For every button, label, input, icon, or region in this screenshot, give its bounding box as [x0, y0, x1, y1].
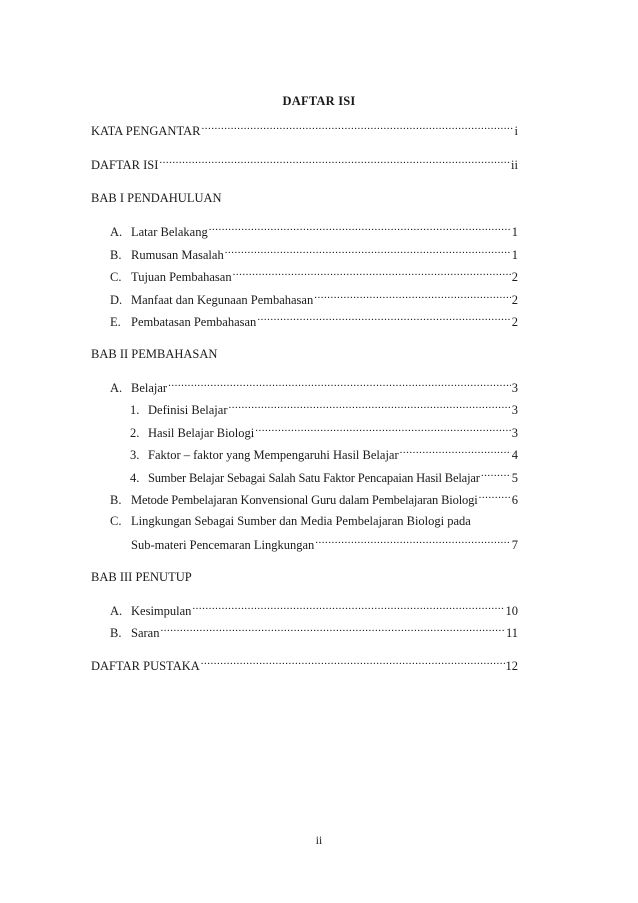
toc-entry-page: i [514, 124, 518, 138]
toc-entry-page: 1 [511, 225, 518, 239]
toc-entry-page: 3 [511, 381, 518, 395]
toc-entry-metode-pembelajaran[interactable] [110, 490, 518, 508]
toc-entry-label: Saran [131, 626, 160, 640]
toc-entry-marker: B. [110, 248, 122, 262]
leader-dots [255, 421, 511, 435]
toc-entry-page: 11 [505, 626, 518, 640]
toc-chapter-heading-bab-3[interactable] [91, 568, 192, 586]
toc-entry-page: 3 [511, 403, 518, 417]
toc-entry-label: Latar Belakang [131, 225, 208, 239]
toc-entry-rumusan-masalah[interactable] [110, 245, 518, 263]
toc-entry-page: ii [511, 158, 518, 172]
leader-dots [159, 153, 510, 167]
toc-entry-daftar-pustaka[interactable] [91, 656, 518, 674]
toc-entry-label: Faktor – faktor yang Mempengaruhi Hasil Belajar [148, 448, 399, 462]
toc-entry-page: 6 [511, 493, 518, 507]
toc-entry-label: Tujuan Pembahasan [131, 270, 232, 284]
toc-entry-page: 2 [511, 293, 518, 307]
toc-entry-daftar-isi[interactable] [91, 155, 518, 173]
toc-entry-label: DAFTAR PUSTAKA [91, 659, 200, 673]
leader-dots [233, 265, 511, 279]
toc-entry-label: DAFTAR ISI [91, 158, 159, 172]
toc-entry-marker: B. [110, 626, 122, 640]
toc-entry-label: Sumber Belajar Sebagai Salah Satu Faktor Pencapaian Hasil Belajar [148, 471, 480, 485]
toc-entry-belajar[interactable] [110, 378, 518, 396]
toc-entry-label: Belajar [131, 381, 168, 395]
toc-entry-page: 7 [511, 538, 518, 552]
toc-entry-label: Sub-materi Pencemaran Lingkungan [131, 538, 315, 552]
toc-entry-marker: 2. [130, 426, 140, 440]
toc-entry-sumber-belajar[interactable] [130, 468, 518, 486]
toc-entry-marker: 4. [130, 471, 140, 485]
toc-entry-label: Kesimpulan [131, 604, 192, 618]
leader-dots [229, 398, 511, 412]
toc-entry-page: 2 [511, 270, 518, 284]
toc-entry-label: Rumusan Masalah [131, 248, 224, 262]
leader-dots [400, 443, 511, 457]
toc-entry-label: Metode Pembelajaran Konvensional Guru dalam Pembelajaran Biologi [131, 493, 478, 507]
toc-entry-hasil-belajar-biologi[interactable] [130, 423, 518, 441]
toc-entry-pembatasan-pembahasan[interactable] [110, 312, 518, 330]
toc-entry-page: 10 [505, 604, 518, 618]
leader-dots [201, 119, 513, 133]
leader-dots [192, 599, 504, 613]
toc-entry-page: 5 [511, 471, 518, 485]
toc-entry-marker: E. [110, 315, 121, 329]
toc-entry-page: 2 [511, 315, 518, 329]
toc-entry-marker: C. [110, 270, 122, 284]
toc-entry-kesimpulan[interactable] [110, 601, 518, 619]
toc-chapter-heading-bab-2[interactable] [91, 345, 217, 363]
leader-dots [479, 488, 511, 502]
leader-dots [201, 654, 505, 668]
toc-entry-marker: A. [110, 604, 123, 618]
toc-title: DAFTAR ISI [282, 94, 356, 108]
toc-chapter-heading-bab-1[interactable] [91, 189, 222, 207]
toc-entry-page: 12 [505, 659, 518, 673]
toc-entry-marker: A. [110, 381, 123, 395]
toc-entry-marker: B. [110, 493, 122, 507]
leader-dots [209, 220, 511, 234]
toc-entry-tujuan-pembahasan[interactable] [110, 267, 518, 285]
toc-entry-marker: D. [110, 293, 123, 307]
toc-entry-definisi-belajar[interactable] [130, 400, 518, 418]
toc-entry-label: Pembatasan Pembahasan [131, 315, 257, 329]
toc-entry-marker: 1. [130, 403, 140, 417]
toc-entry-lingkungan-sumber[interactable] [110, 512, 471, 530]
leader-dots [314, 288, 511, 302]
toc-entry-page: 3 [511, 426, 518, 440]
page-number-footer: ii [315, 835, 323, 847]
toc-entry-marker: A. [110, 225, 123, 239]
toc-entry-page: 1 [511, 248, 518, 262]
leader-dots [160, 621, 504, 635]
leader-dots [257, 310, 510, 324]
toc-chapter-label: BAB I PENDAHULUAN [91, 191, 222, 205]
toc-entry-label: Definisi Belajar [148, 403, 228, 417]
toc-entry-saran[interactable] [110, 623, 518, 641]
toc-entry-page: 4 [511, 448, 518, 462]
toc-entry-label: Hasil Belajar Biologi [148, 426, 255, 440]
toc-entry-kata-pengantar[interactable] [91, 121, 518, 139]
toc-entry-sub-materi[interactable] [131, 535, 518, 553]
toc-entry-marker: 3. [130, 448, 140, 462]
toc-entry-label: Manfaat dan Kegunaan Pembahasan [131, 293, 314, 307]
toc-entry-manfaat-kegunaan[interactable] [110, 290, 518, 308]
leader-dots [225, 243, 511, 257]
toc-entry-latar-belakang[interactable] [110, 222, 518, 240]
leader-dots [481, 466, 511, 480]
toc-entry-marker: C. [110, 514, 122, 528]
toc-entry-label: Lingkungan Sebagai Sumber dan Media Pembelajaran Biologi pada [131, 514, 471, 528]
toc-chapter-label: BAB II PEMBAHASAN [91, 347, 218, 361]
leader-dots [168, 376, 511, 390]
leader-dots [315, 533, 510, 547]
toc-entry-faktor-hasil-belajar[interactable] [130, 445, 518, 463]
toc-entry-label: KATA PENGANTAR [91, 124, 201, 138]
toc-chapter-label: BAB III PENUTUP [91, 570, 192, 584]
